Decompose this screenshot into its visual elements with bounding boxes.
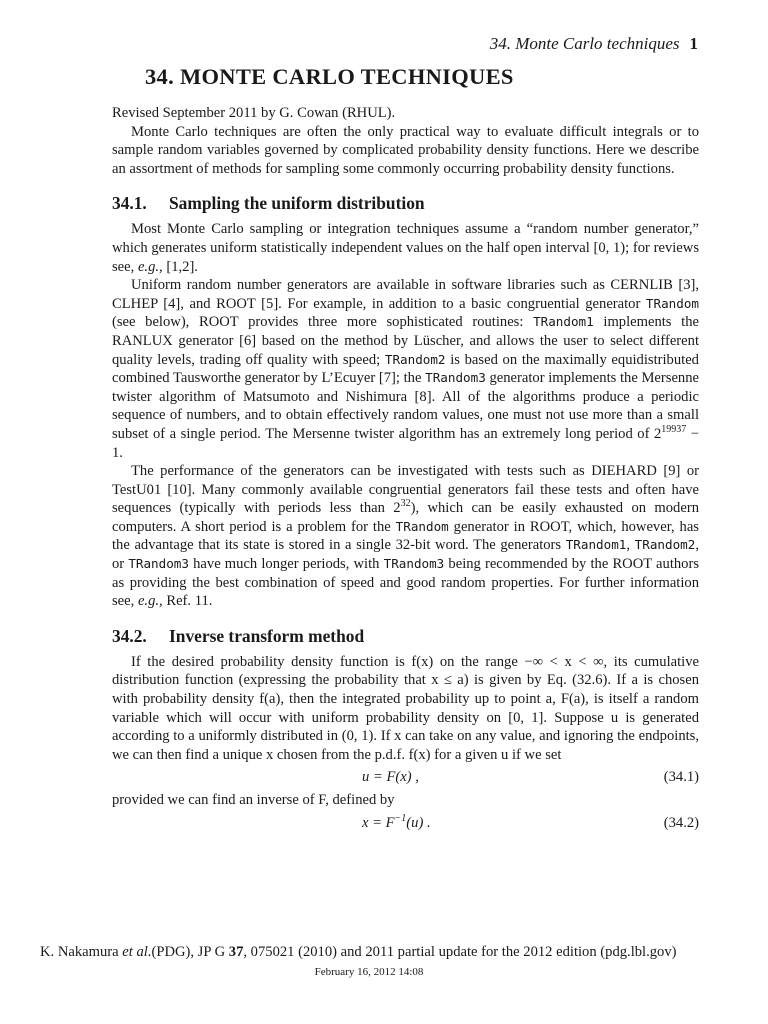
paragraph-uniform-2: Uniform random number generators are available in software libraries such as CERNLIB [3], CLHEP [4], and ROOT [5]. For example, in addition to a basic congruential generator TRandom (see below), ROOT provides three more sophisticated routines: TRandom1 implements the RANLUX generator [6] based on the method by Lüscher, and allows the user to select different quality levels, trading off quality with speed; TRandom2 is based on the maximally equidistributed combined Tausworthe generator by L’Ecuyer [7]; the TRandom3 generator implements the Mersenne twister algorithm of Matsumoto and Nishimura [8]. All of the algorithms produce a periodic sequence of numbers, and to obtain effectively random values, one must not use more than a small subset of a single period. The Mersenne twister algorithm has an extremely long period of $2^{19937} - 1$. bbox=[112, 277, 700, 461]
footer-citation: K. Nakamura et al.(PDG), JP G 37, 075021 (2010) and 2011 partial update for the 2012 edition (pdg.lbl.gov) bbox=[40, 944, 677, 960]
paragraph-inverse-1: If the desired probability density function is f(x) on the range −∞ < x < ∞, its cumulative distribution function (expressing the probability that x ≤ a) is given by Eq. (32.6). If a is chosen with probability density f(a), then the integrated probability up to point a, F(a), is itself a random variable which will occur with uniform probability density on [0, 1]. Suppose u is generated according to a uniformly distributed in (0, 1). If x can take on any value, and ignoring the endpoints, we can then find a unique x chosen from the p.d.f. f(x) for a given u if we set bbox=[112, 653, 699, 763]
page-number: 1 bbox=[689, 34, 698, 53]
intro-paragraph: Monte Carlo techniques are often the only practical way to evaluate difficult integrals or to sample random variables governed by complicated probability density functions. Here we describe an assortment of methods for sampling some commonly occurring probability density functions. bbox=[112, 123, 699, 177]
equation-34-1: u = F(x) , (34.1) bbox=[362, 769, 699, 786]
running-header bbox=[490, 34, 698, 54]
paragraph-uniform-1: Most Monte Carlo sampling or integration techniques assume a “random number generator,” which generates uniform statistically independent values on the half open interval [0, 1); for reviews see, e.g., [1,2]. bbox=[112, 221, 699, 275]
article-body bbox=[112, 104, 699, 837]
section-heading-uniform: 34.1. Sampling the uniform distribution bbox=[112, 193, 425, 214]
revision-note: Revised September 2011 by G. Cowan (RHUL). bbox=[112, 105, 396, 121]
running-title: 34. Monte Carlo techniques bbox=[489, 34, 680, 53]
paragraph-uniform-3: The performance of the generators can be investigated with tests such as DIEHARD [9] or TestU01 [10]. Many commonly available congruential generators fail these tests and often have sequences (typically with periods less than $2^{32}$), which can be easily exhausted on modern computers. A short period is a problem for the TRandom generator in ROOT, which, however, has the advantage that its state is stored in a single 32-bit word. The generators TRandom1, TRandom2, or TRandom3 have much longer periods, with TRandom3 being recommended by the ROOT authors as providing the best combination of speed and good random properties. For further information see, e.g., Ref. 11. bbox=[112, 463, 700, 610]
equation-34-2: $x = F^{-1}(u)$ . (34.2) bbox=[362, 813, 699, 831]
footer-date: February 16, 2012 14:08 bbox=[314, 966, 424, 978]
page-title: 34. MONTE CARLO TECHNIQUES bbox=[145, 64, 514, 89]
paragraph-inverse-2: provided we can find an inverse of F, defined by bbox=[112, 792, 395, 809]
section-heading-inverse: 34.2. Inverse transform method bbox=[112, 625, 365, 646]
